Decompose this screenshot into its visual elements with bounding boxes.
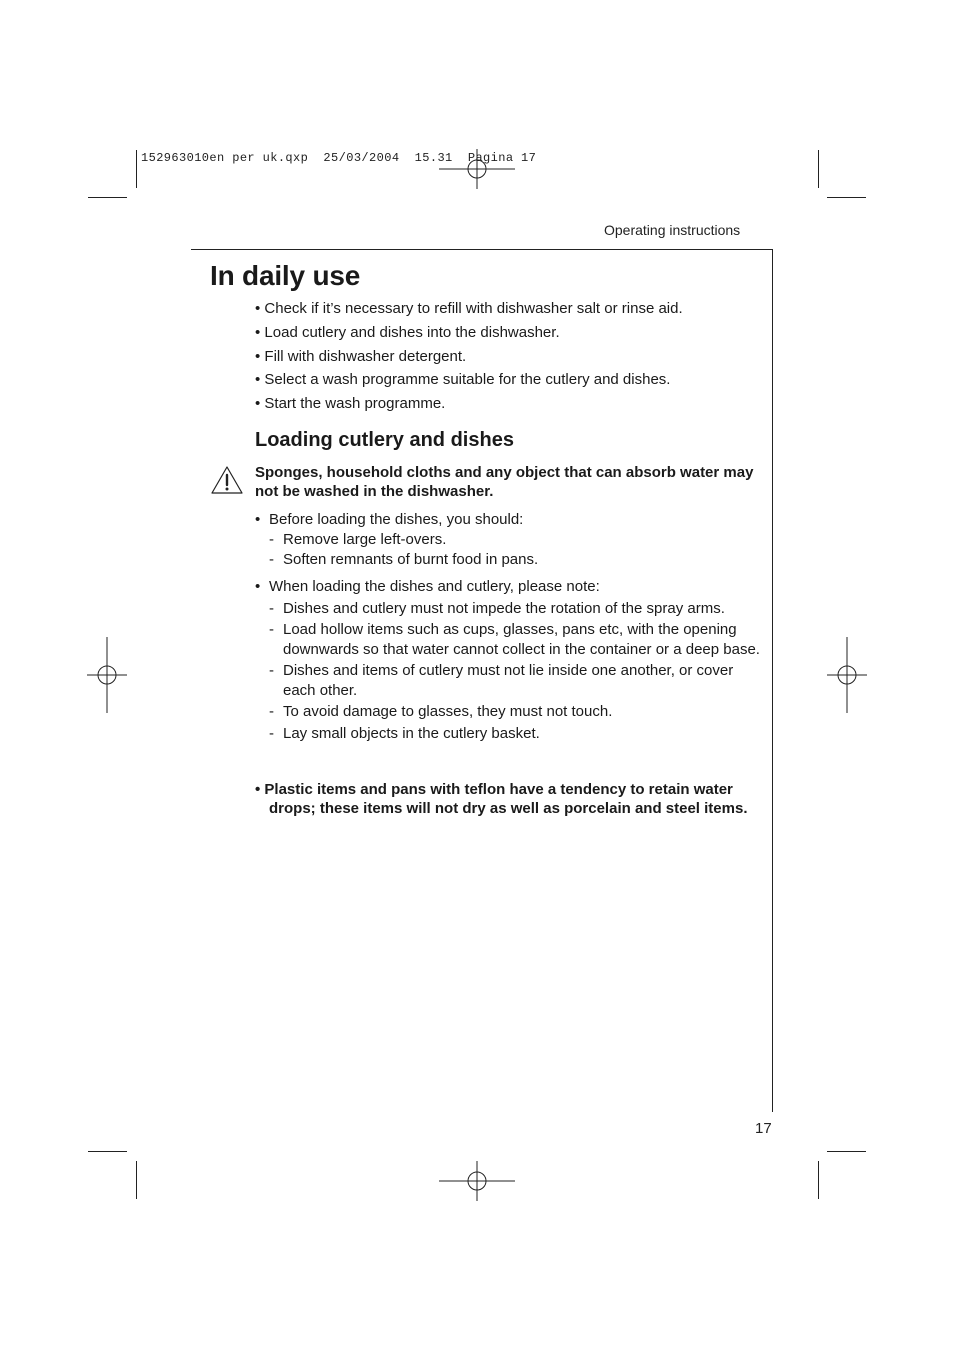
warning-triangle-icon	[210, 465, 244, 495]
list-item: - Dishes and cutlery must not impede the rotation of the spray arms.	[255, 599, 760, 619]
intro-steps-list	[255, 300, 683, 419]
before-loading-block	[255, 510, 760, 570]
registration-mark-bottom	[437, 1161, 517, 1201]
when-loading-list	[255, 599, 760, 744]
intro-step: • Load cutlery and dishes into the dishwasher.	[255, 323, 560, 341]
plastic-items-note: • Plastic items and pans with teflon have a tendency to retain water drops; these items will not dry as well as porcelain and steel items.	[255, 781, 748, 817]
intro-step: • Start the wash programme.	[255, 395, 446, 413]
bullet: •	[255, 511, 261, 528]
bullet: •	[255, 578, 261, 595]
before-loading-lead: Before loading the dishes, you should:	[269, 511, 524, 528]
list-item: - Soften remnants of burnt food in pans.	[255, 550, 760, 570]
warning-text: Sponges, household cloths and any object that can absorb water may not be washed in the dishwasher.	[255, 464, 754, 500]
page-title: In daily use	[210, 260, 361, 291]
registration-mark-right	[827, 635, 867, 715]
print-slug: 152963010en per uk.qxp 25/03/2004 15.31 Pagina 17	[141, 151, 537, 165]
header-rule	[191, 249, 773, 250]
margin-rule	[772, 249, 773, 1112]
running-header: Operating instructions	[604, 222, 741, 238]
intro-step: • Check if it’s necessary to refill with dishwasher salt or rinse aid.	[255, 300, 683, 317]
list-item: - Lay small objects in the cutlery basket.	[255, 724, 760, 744]
list-item: - To avoid damage to glasses, they must not touch.	[255, 702, 760, 722]
list-item: - Remove large left-overs.	[255, 530, 760, 550]
when-loading-block	[255, 577, 760, 743]
when-loading-lead: When loading the dishes and cutlery, please note:	[269, 578, 600, 595]
page-number: 17	[755, 1120, 772, 1137]
intro-step: • Fill with dishwasher detergent.	[255, 347, 467, 365]
list-item: - Load hollow items such as cups, glasses, pans etc, with the opening downwards so that water cannot collect in the container or a deep base.	[255, 620, 760, 659]
list-item: - Dishes and items of cutlery must not lie inside one another, or cover each other.	[255, 661, 760, 700]
registration-mark-left	[87, 635, 127, 715]
registration-mark-top	[437, 149, 517, 189]
section-title: Loading cutlery and dishes	[255, 429, 514, 451]
intro-step: • Select a wash programme suitable for the cutlery and dishes.	[255, 371, 671, 389]
before-loading-list	[255, 530, 760, 570]
